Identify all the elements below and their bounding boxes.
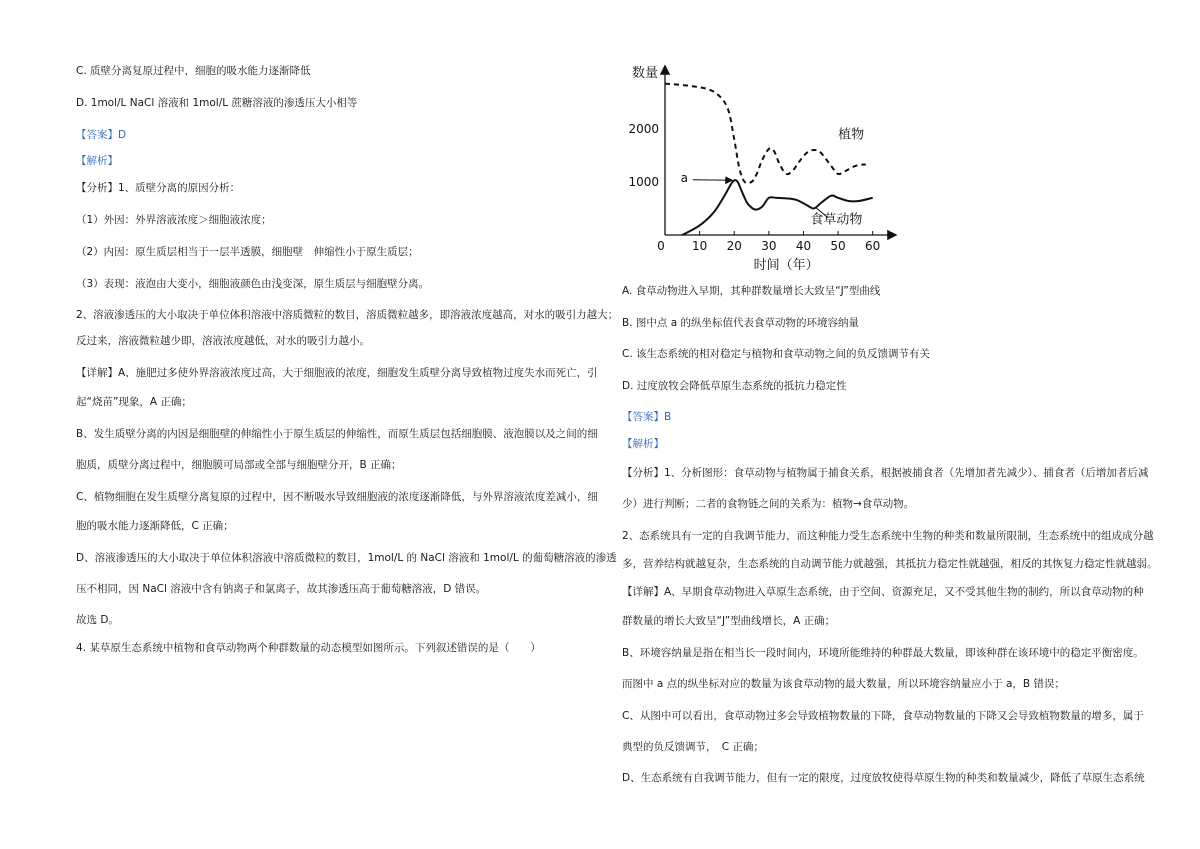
- detail-line: D、生态系统有自我调节能力，但有一定的限度，过度放牧使得草原生物的种类和数量减少，降低了草原生态系统: [622, 772, 1145, 784]
- plant-label: 植物: [838, 127, 865, 143]
- x-tick-label: 30: [761, 239, 777, 253]
- option-d: D. 过度放牧会降低草原生态系统的抵抗力稳定性: [622, 380, 847, 392]
- x-tick-label: 10: [691, 239, 708, 253]
- point-a-arrow: [693, 180, 732, 181]
- analysis-line: 2、态系统具有一定的自我调节能力，而这种能力受生态系统中生物的种类和数量所限制，生态系统中的组成成分越: [622, 530, 1154, 542]
- analysis-line: 【分析】1、质壁分离的原因分析：: [76, 182, 241, 194]
- detail-line: 【详解】A、施肥过多使外界溶液浓度过高，大于细胞液的浓度，细胞发生质壁分离导致植物过度失水而死亡，引: [76, 367, 598, 379]
- detail-line: 起“烧苗”现象，A 正确；: [76, 396, 192, 408]
- analysis-label: 【解析】: [622, 438, 664, 450]
- analysis-line: 【分析】1、分析图形：食草动物与植物属于捕食关系，根据被捕食者（先增加者先减少）、捕食者（后增加者后减: [622, 467, 1149, 479]
- detail-line: 胞的吸水能力逐渐降低，C 正确；: [76, 520, 234, 532]
- answer-label: 【答案】D: [76, 129, 127, 141]
- detail-line: 群数量的增长大致呈“J”型曲线增长，A 正确；: [622, 615, 836, 627]
- option-b: B. 图中点 a 的纵坐标值代表食草动物的环境容纳量: [622, 317, 859, 329]
- chart-labels: [632, 65, 864, 270]
- analysis-line: 2、溶液渗透压的大小取决于单位体积溶液中溶质微粒的数目，溶质微粒越多，即溶液浓度越高，对水的吸引力越大；: [76, 309, 619, 321]
- detail-line: B、环境容纳量是指在相当长一段时间内，环境所能维持的种群最大数量，即该种群在该环境中的稳定平衡密度。: [622, 647, 1144, 659]
- option-a: A. 食草动物进入早期，其种群数量增长大致呈“J”型曲线: [622, 285, 881, 297]
- question-4: 4. 某草原生态系统中植物和食草动物两个种群数量的动态模型如图所示。下列叙述错误的是（ ）: [76, 642, 541, 654]
- detail-line: D、溶液渗透压的大小取决于单位体积溶液中溶质微粒的数目，1mol/L 的 NaCl 溶液和 1mol/L 的葡萄糖溶液的渗透: [76, 552, 617, 564]
- x-axis-label: 时间（年）: [753, 258, 819, 270]
- option-c: C. 该生态系统的相对稳定与植物和食草动物之间的负反馈调节有关: [622, 348, 931, 360]
- analysis-line: 少）进行判断；二者的食物链之间的关系为：植物→食草动物。: [622, 498, 915, 510]
- y-tick-label: 1000: [628, 174, 659, 189]
- plant-series-line: [665, 84, 866, 184]
- x-tick-label: 60: [865, 239, 881, 253]
- analysis-line: （2）内因：原生质层相当于一层半透膜，细胞壁 伸缩性小于原生质层；: [76, 246, 419, 258]
- point-a-label: a: [680, 170, 688, 185]
- x-tick-label: 20: [726, 239, 742, 253]
- y-axis-label: 数量: [632, 66, 659, 81]
- detail-line: 典型的负反馈调节， C 正确；: [622, 741, 764, 753]
- chart-axes: [665, 67, 895, 235]
- analysis-line: 反过来，溶液微粒越少即，溶液浓度越低，对水的吸引力越小。: [76, 335, 370, 347]
- x-tick-label: 50: [830, 239, 846, 253]
- analysis-label: 【解析】: [76, 155, 118, 167]
- detail-line: 胞质，质壁分离过程中，细胞膜可局部或全部与细胞壁分开，B 正确；: [76, 459, 402, 471]
- detail-line: 【详解】A、早期食草动物进入草原生态系统，由于空间、资源充足，又不受其他生物的制约，所以食草动物的种: [622, 586, 1144, 598]
- detail-line: 压不相同，因 NaCl 溶液中含有钠离子和氯离子，故其渗透压高于葡萄糖溶液，D 错误。: [76, 583, 487, 595]
- detail-line: 故选 D。: [76, 614, 119, 626]
- detail-line: 而图中 a 点的纵坐标对应的数量为该食草动物的最大数量，所以环境容纳量应小于 a，B 错误；: [622, 678, 1065, 690]
- population-chart: [620, 55, 910, 270]
- detail-line: B、发生质壁分离的内因是细胞壁的伸缩性小于原生质层的伸缩性，而原生质层包括细胞膜、液泡膜以及之间的细: [76, 428, 598, 440]
- option-d: D. 1mol/L NaCl 溶液和 1mol/L 蔗糖溶液的渗透压大小相等: [76, 97, 358, 109]
- y-tick-label: 2000: [628, 121, 659, 136]
- analysis-line: 多，营养结构就越复杂，生态系统的自动调节能力就越强，其抵抗力稳定性就越强，相反的其恢复力稳定性就越弱。: [622, 558, 1158, 570]
- x-tick-label: 0: [657, 239, 665, 253]
- analysis-line: （3）表现：液泡由大变小，细胞液颜色由浅变深，原生质层与细胞壁分离。: [76, 278, 430, 290]
- x-tick-label: 40: [795, 239, 812, 253]
- option-c: C. 质壁分离复原过程中，细胞的吸水能力逐渐降低: [76, 65, 311, 77]
- detail-line: C、从图中可以看出，食草动物过多会导致植物数量的下降，食草动物数量的下降又会导致植物数量的增多，属于: [622, 710, 1144, 722]
- answer-label: 【答案】B: [622, 411, 672, 423]
- detail-line: C、植物细胞在发生质壁分离复原的过程中，因不断吸水导致细胞液的浓度逐渐降低，与外界溶液浓度差减小，细: [76, 491, 598, 503]
- herbivore-label: 食草动物: [810, 212, 863, 228]
- analysis-line: （1）外因：外界溶液浓度＞细胞液浓度；: [76, 214, 272, 226]
